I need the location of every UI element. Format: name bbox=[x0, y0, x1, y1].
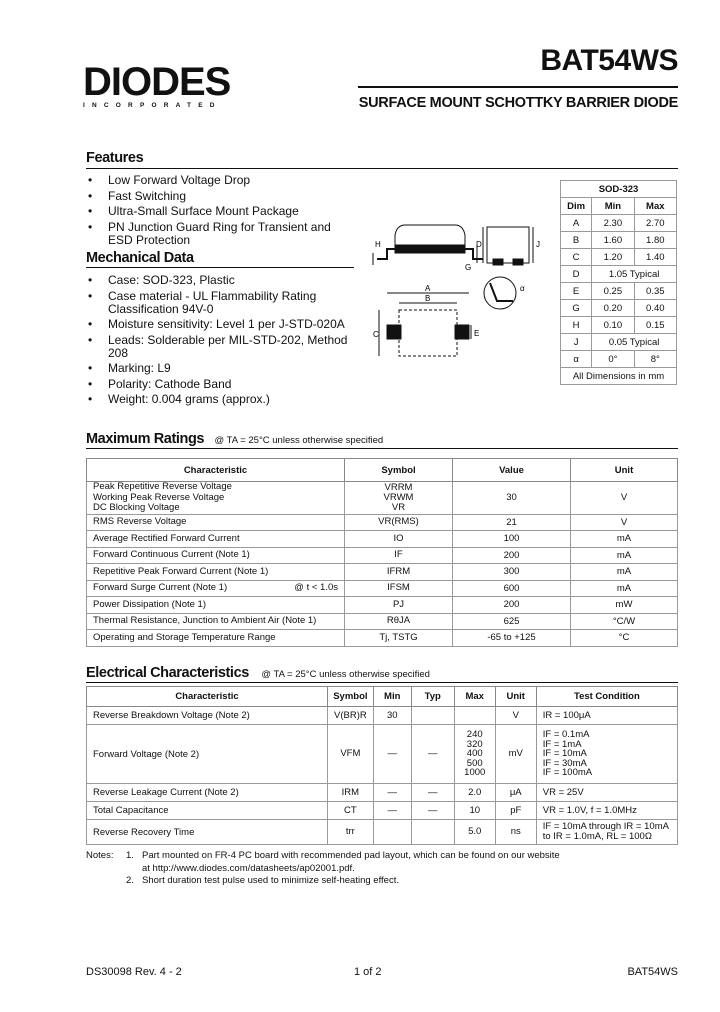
mr-symbol: PJ bbox=[345, 597, 453, 614]
ec-min: — bbox=[373, 725, 411, 784]
sod-min: 0° bbox=[592, 351, 634, 368]
mechanical-rule bbox=[86, 267, 354, 268]
mr-unit: °C/W bbox=[571, 613, 678, 630]
sod-row bbox=[561, 317, 677, 334]
ec-header-min: Min bbox=[373, 687, 411, 707]
ec-unit: μA bbox=[495, 784, 536, 802]
mr-condition: @ t < 1.0s bbox=[294, 582, 338, 593]
ec-characteristic: Forward Voltage (Note 2) bbox=[87, 725, 328, 784]
mr-characteristic bbox=[87, 514, 345, 531]
sod-min: 1.20 bbox=[592, 249, 634, 266]
ec-row bbox=[87, 707, 678, 725]
ec-sym: trr bbox=[328, 820, 374, 845]
mr-characteristic-text: Power Dissipation (Note 1) bbox=[93, 598, 206, 610]
ec-min bbox=[373, 820, 411, 845]
ec-characteristic: Total Capacitance bbox=[87, 802, 328, 820]
mr-header-value: Value bbox=[453, 459, 571, 482]
mr-row bbox=[87, 630, 678, 647]
mr-symbol: IF bbox=[345, 547, 453, 564]
electrical-condition: @ TA = 25°C unless otherwise specified bbox=[261, 669, 430, 680]
sod-title: SOD-323 bbox=[561, 181, 677, 198]
sod-typical: 1.05 Typical bbox=[592, 266, 677, 283]
note-item bbox=[126, 850, 560, 875]
sod323-dimensions-table bbox=[560, 180, 677, 385]
mr-row bbox=[87, 482, 678, 515]
mr-unit: V bbox=[571, 514, 678, 531]
mr-symbol: VR(RMS) bbox=[345, 514, 453, 531]
mr-symbol: Tj, TSTG bbox=[345, 630, 453, 647]
ec-header-typ: Typ bbox=[411, 687, 454, 707]
lead-detail bbox=[484, 277, 516, 309]
sod-row bbox=[561, 215, 677, 232]
ec-typ bbox=[411, 707, 454, 725]
sod-min: 0.25 bbox=[592, 283, 634, 300]
ec-min: — bbox=[373, 784, 411, 802]
mr-symbol: IO bbox=[345, 531, 453, 548]
footer-doc-id: DS30098 Rev. 4 - 2 bbox=[86, 966, 182, 978]
mr-row bbox=[87, 547, 678, 564]
mr-row bbox=[87, 564, 678, 581]
ec-header-symbol: Symbol bbox=[328, 687, 374, 707]
mr-value: 200 bbox=[453, 547, 571, 564]
sod-max: 0.15 bbox=[634, 317, 676, 334]
ec-typ: — bbox=[411, 725, 454, 784]
sod-dim: A bbox=[561, 215, 592, 232]
sod-row bbox=[561, 283, 677, 300]
feature-item: • Fast Switching bbox=[86, 190, 346, 203]
sod-typical: 0.05 Typical bbox=[592, 334, 677, 351]
ec-row bbox=[87, 802, 678, 820]
sod-row bbox=[561, 249, 677, 266]
ec-sym: CT bbox=[328, 802, 374, 820]
mechanical-item: • Weight: 0.004 grams (approx.) bbox=[86, 393, 351, 406]
ec-typ: — bbox=[411, 802, 454, 820]
note-text: Short duration test pulse used to minimize self-heating effect. bbox=[142, 875, 399, 886]
sod-dim: H bbox=[561, 317, 592, 334]
ec-unit: ns bbox=[495, 820, 536, 845]
note-number: 1. bbox=[126, 850, 134, 861]
mr-symbol: RθJA bbox=[345, 613, 453, 630]
mr-characteristic-text: Thermal Resistance, Junction to Ambient Air (Note 1) bbox=[93, 615, 317, 626]
mr-characteristic-text: Peak Repetitive Reverse Voltage Working Peak Reverse Voltage DC Blocking Voltage bbox=[93, 481, 232, 513]
mechanical-item: • Leads: Solderable per MIL-STD-202, Method 208 bbox=[86, 334, 351, 360]
mr-value: 100 bbox=[453, 531, 571, 548]
sod-dim: E bbox=[561, 283, 592, 300]
ec-sym: V(BR)R bbox=[328, 707, 374, 725]
ec-test-condition: VR = 1.0V, f = 1.0MHz bbox=[536, 802, 677, 820]
sod-min: 2.30 bbox=[592, 215, 634, 232]
ec-row bbox=[87, 820, 678, 845]
mechanical-title: Mechanical Data bbox=[86, 250, 194, 266]
ec-header-test-condition: Test Condition bbox=[536, 687, 677, 707]
sod-max: 1.40 bbox=[634, 249, 676, 266]
mr-value: 30 bbox=[453, 482, 571, 515]
sod-min: 1.60 bbox=[592, 232, 634, 249]
mr-unit: V bbox=[571, 482, 678, 515]
ec-max: 5.0 bbox=[454, 820, 495, 845]
mechanical-item: • Case material - UL Flammability Rating Classification 94V-0 bbox=[86, 290, 351, 316]
ec-test-condition: IF = 0.1mA IF = 1mA IF = 10mA IF = 30mA IF = 100mA bbox=[536, 725, 677, 784]
mr-characteristic-text: Forward Surge Current (Note 1) bbox=[93, 582, 228, 593]
ec-sym: IRM bbox=[328, 784, 374, 802]
mr-row bbox=[87, 613, 678, 630]
sod-dim: B bbox=[561, 232, 592, 249]
notes-label: Notes: bbox=[86, 850, 114, 861]
ec-test-condition: VR = 25V bbox=[536, 784, 677, 802]
mr-characteristic bbox=[87, 547, 345, 564]
sod-max: 0.40 bbox=[634, 300, 676, 317]
mr-value: 200 bbox=[453, 597, 571, 614]
header-rule bbox=[358, 86, 678, 88]
ec-sym: VFM bbox=[328, 725, 374, 784]
mr-characteristic bbox=[87, 580, 345, 597]
electrical-heading bbox=[86, 664, 430, 682]
sod-dim: G bbox=[561, 300, 592, 317]
mr-characteristic bbox=[87, 564, 345, 581]
label-b: B bbox=[425, 294, 431, 303]
sod-min: 0.10 bbox=[592, 317, 634, 334]
max-ratings-title: Maximum Ratings bbox=[86, 431, 205, 447]
features-rule bbox=[86, 168, 678, 169]
mr-unit: mA bbox=[571, 564, 678, 581]
mr-symbol: IFRM bbox=[345, 564, 453, 581]
features-list bbox=[86, 174, 346, 247]
ec-max: 2.0 bbox=[454, 784, 495, 802]
mechanical-section bbox=[86, 274, 351, 409]
footer-page-number: 1 of 2 bbox=[354, 966, 382, 978]
ec-max: 10 bbox=[454, 802, 495, 820]
mr-characteristic-text: Operating and Storage Temperature Range bbox=[93, 631, 276, 643]
logo-subtext: INCORPORATED bbox=[83, 102, 222, 109]
notes-section bbox=[86, 850, 560, 888]
mr-header-characteristic: Characteristic bbox=[87, 459, 345, 482]
electrical-table bbox=[86, 686, 678, 845]
max-ratings-heading bbox=[86, 430, 383, 448]
mr-row bbox=[87, 597, 678, 614]
label-c: C bbox=[373, 330, 379, 339]
sod-header-dim: Dim bbox=[561, 198, 592, 215]
ec-header-characteristic: Characteristic bbox=[87, 687, 328, 707]
document-subtitle: SURFACE MOUNT SCHOTTKY BARRIER DIODE bbox=[358, 95, 678, 111]
ec-min: — bbox=[373, 802, 411, 820]
mr-characteristic bbox=[87, 531, 345, 548]
mr-symbol: IFSM bbox=[345, 580, 453, 597]
mr-characteristic bbox=[87, 630, 345, 647]
note-number: 2. bbox=[126, 875, 134, 886]
ec-unit: pF bbox=[495, 802, 536, 820]
mr-value: -65 to +125 bbox=[453, 630, 571, 647]
mr-characteristic-text: Repetitive Peak Forward Current (Note 1) bbox=[93, 565, 269, 577]
ec-min: 30 bbox=[373, 707, 411, 725]
max-ratings-condition: @ TA = 25°C unless otherwise specified bbox=[214, 435, 384, 446]
electrical-rule bbox=[86, 682, 678, 683]
ec-row bbox=[87, 784, 678, 802]
electrical-title: Electrical Characteristics bbox=[86, 665, 249, 681]
ec-characteristic: Reverse Leakage Current (Note 2) bbox=[87, 784, 328, 802]
end-view bbox=[483, 227, 533, 265]
feature-item: • Low Forward Voltage Drop bbox=[86, 174, 346, 187]
max-ratings-table bbox=[86, 458, 678, 647]
mr-characteristic bbox=[87, 482, 345, 515]
mr-unit: mW bbox=[571, 597, 678, 614]
ec-typ bbox=[411, 820, 454, 845]
mr-characteristic bbox=[87, 613, 345, 630]
mr-value: 21 bbox=[453, 514, 571, 531]
ec-max bbox=[454, 707, 495, 725]
ec-characteristic: Reverse Recovery Time bbox=[87, 820, 328, 845]
side-view bbox=[373, 225, 483, 265]
sod-dim: J bbox=[561, 334, 592, 351]
package-outline-diagram bbox=[365, 215, 557, 410]
sod-max: 0.35 bbox=[634, 283, 676, 300]
company-logo bbox=[83, 62, 245, 112]
sod-row bbox=[561, 232, 677, 249]
ec-test-condition: IF = 10mA through IR = 10mA to IR = 1.0mA, RL = 100Ω bbox=[536, 820, 677, 845]
features-section bbox=[86, 174, 346, 249]
mr-value: 600 bbox=[453, 580, 571, 597]
label-h: H bbox=[375, 240, 381, 249]
mechanical-list bbox=[86, 274, 351, 406]
label-d: D bbox=[476, 240, 482, 249]
sod-dim: α bbox=[561, 351, 592, 368]
sod-dim: D bbox=[561, 266, 592, 283]
mr-unit: mA bbox=[571, 531, 678, 548]
ec-row bbox=[87, 725, 678, 784]
label-j: J bbox=[536, 240, 540, 249]
feature-item: • Ultra-Small Surface Mount Package bbox=[86, 205, 346, 218]
ec-header-max: Max bbox=[454, 687, 495, 707]
label-alpha: α bbox=[520, 284, 525, 293]
label-g: G bbox=[465, 263, 472, 272]
mr-header-unit: Unit bbox=[571, 459, 678, 482]
mr-symbol: VRRM VRWM VR bbox=[345, 482, 453, 515]
sod-row bbox=[561, 266, 677, 283]
sod-footer: All Dimensions in mm bbox=[561, 368, 677, 385]
ec-typ: — bbox=[411, 784, 454, 802]
mr-row bbox=[87, 580, 678, 597]
sod-header-min: Min bbox=[592, 198, 634, 215]
mechanical-item: • Case: SOD-323, Plastic bbox=[86, 274, 351, 287]
max-ratings-rule bbox=[86, 448, 678, 449]
sod-row bbox=[561, 334, 677, 351]
sod-row bbox=[561, 351, 677, 368]
sod-header-max: Max bbox=[634, 198, 676, 215]
mr-characteristic-text: Average Rectified Forward Current bbox=[93, 532, 240, 544]
mr-header-symbol: Symbol bbox=[345, 459, 453, 482]
mr-unit: °C bbox=[571, 630, 678, 647]
mechanical-item: • Polarity: Cathode Band bbox=[86, 378, 351, 391]
mr-characteristic-text: Forward Continuous Current (Note 1) bbox=[93, 549, 250, 560]
mechanical-item: • Moisture sensitivity: Level 1 per J-STD-020A bbox=[86, 318, 351, 331]
note-text: Part mounted on FR-4 PC board with recommended pad layout, which can be found on our website at http://www.diodes.com/datasheets/ap02001.pdf. bbox=[142, 850, 560, 874]
feature-item: • PN Junction Guard Ring for Transient and ESD Protection bbox=[86, 221, 346, 247]
label-a: A bbox=[425, 284, 431, 293]
part-number: BAT54WS bbox=[540, 44, 678, 77]
label-e: E bbox=[474, 329, 480, 338]
sod-max: 1.80 bbox=[634, 232, 676, 249]
sod-row bbox=[561, 300, 677, 317]
mr-characteristic bbox=[87, 597, 345, 614]
note-item bbox=[126, 875, 560, 888]
ec-header-unit: Unit bbox=[495, 687, 536, 707]
mr-value: 300 bbox=[453, 564, 571, 581]
ec-max: 240 320 400 500 1000 bbox=[454, 725, 495, 784]
sod-max: 8° bbox=[634, 351, 676, 368]
sod-min: 0.20 bbox=[592, 300, 634, 317]
mr-unit: mA bbox=[571, 580, 678, 597]
sod-max: 2.70 bbox=[634, 215, 676, 232]
mr-unit: mA bbox=[571, 547, 678, 564]
features-title: Features bbox=[86, 150, 144, 166]
mr-row bbox=[87, 514, 678, 531]
mechanical-item: • Marking: L9 bbox=[86, 362, 351, 375]
sod-dim: C bbox=[561, 249, 592, 266]
footer-part-number: BAT54WS bbox=[627, 966, 678, 978]
ec-unit: mV bbox=[495, 725, 536, 784]
ec-characteristic: Reverse Breakdown Voltage (Note 2) bbox=[87, 707, 328, 725]
mr-value: 625 bbox=[453, 613, 571, 630]
mr-characteristic-text: RMS Reverse Voltage bbox=[93, 516, 187, 527]
ec-test-condition: IR = 100μA bbox=[536, 707, 677, 725]
logo-wordmark: DIODES bbox=[83, 60, 231, 104]
mr-row bbox=[87, 531, 678, 548]
ec-unit: V bbox=[495, 707, 536, 725]
